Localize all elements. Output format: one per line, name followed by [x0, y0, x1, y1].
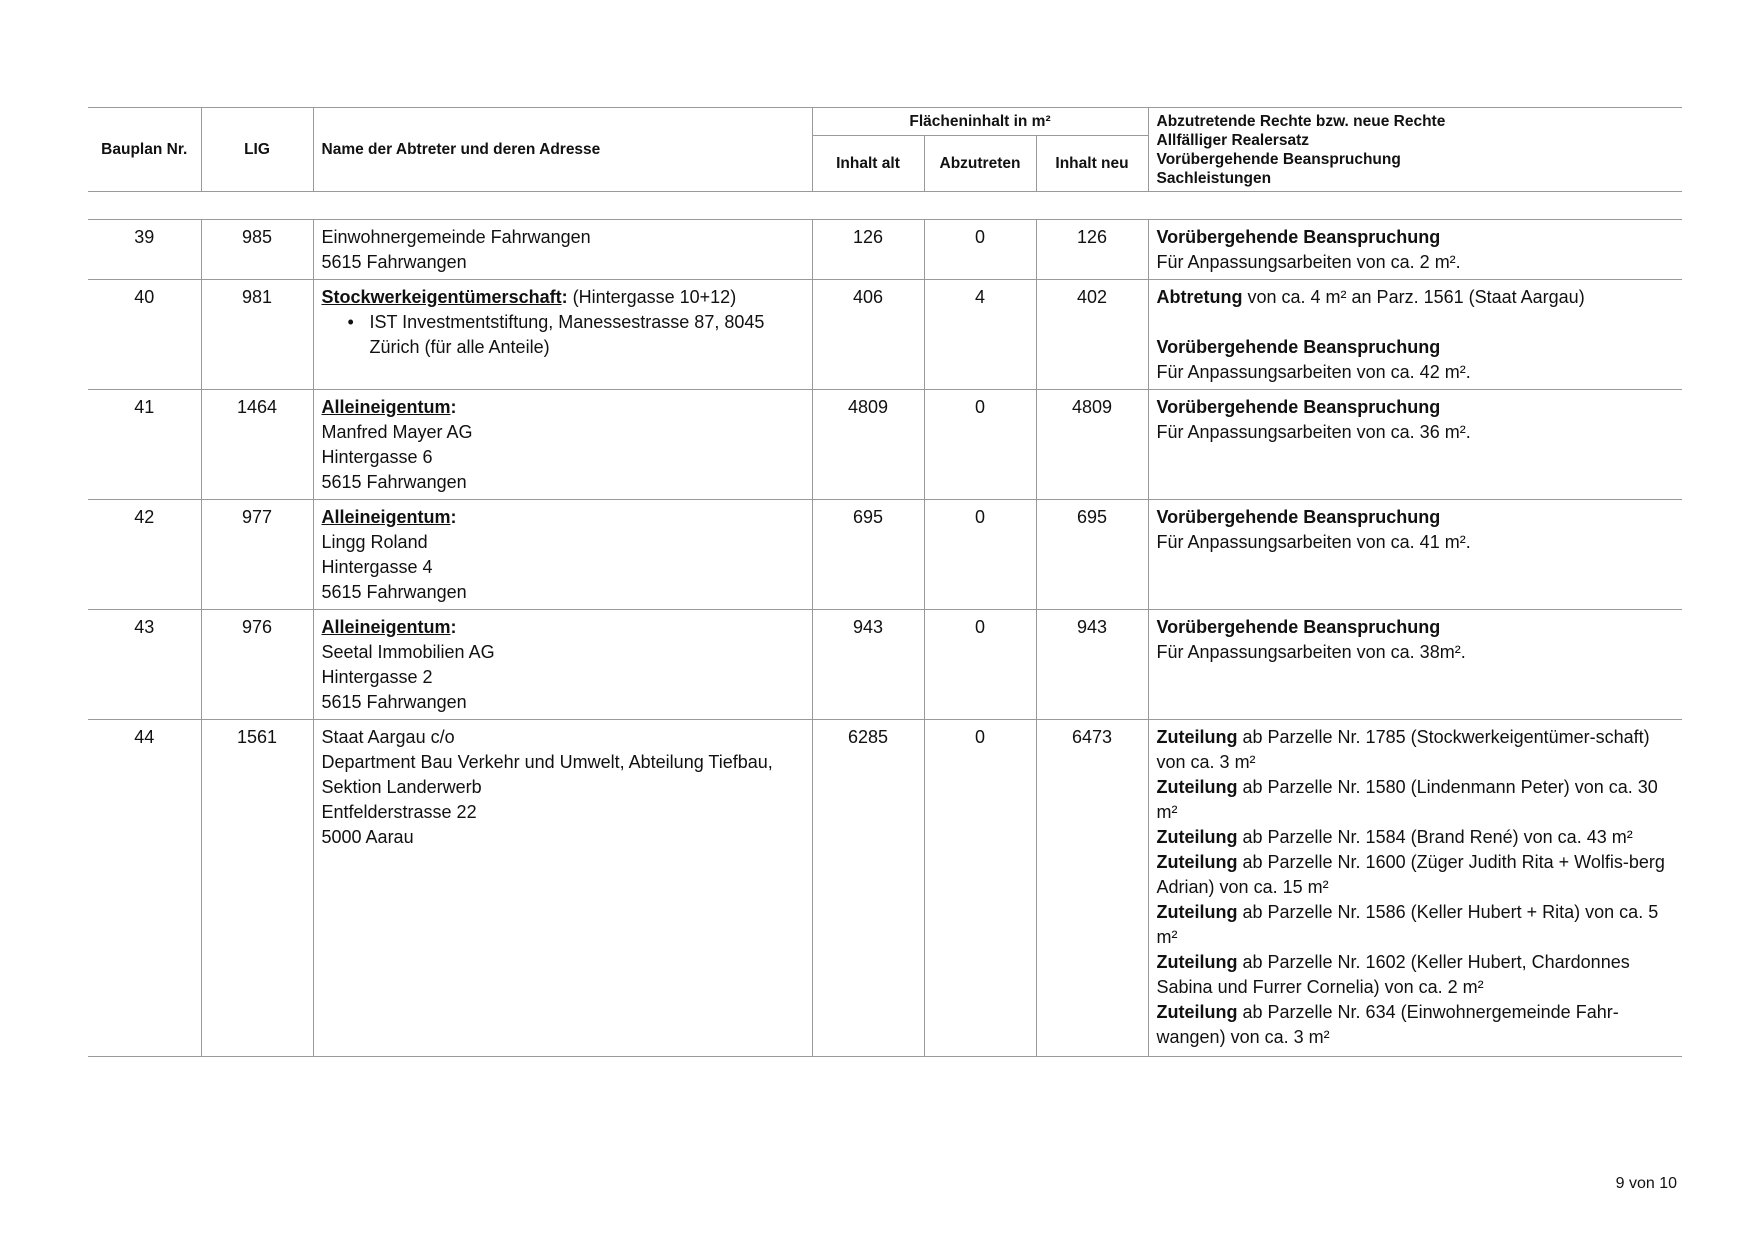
cell-name — [313, 610, 812, 720]
allocation-title: Zuteilung — [1156, 902, 1238, 922]
cell-bauplan: 44 — [88, 720, 201, 1057]
cell-abzutreten: 0 — [924, 220, 1036, 280]
cell-inhalt-neu: 4809 — [1036, 390, 1148, 500]
cell-lig: 981 — [201, 280, 313, 390]
owner-colon: : — [450, 397, 457, 417]
cell-bauplan: 42 — [88, 500, 201, 610]
allocation-title: Zuteilung — [1156, 952, 1238, 972]
name-line: Einwohnergemeinde Fahrwangen — [321, 227, 591, 247]
header-abzutreten: Abzutreten — [924, 136, 1036, 192]
cell-rights — [1148, 220, 1682, 280]
owner-line — [322, 395, 804, 420]
name-line: 5615 Fahrwangen — [321, 582, 467, 602]
allocation-entry — [1157, 900, 1675, 950]
allocation-entry — [1157, 725, 1675, 775]
name-line: Sektion Landerwerb — [321, 777, 482, 797]
allocation-text: ab Parzelle Nr. 1586 (Keller Hubert + Rita) von ca. 5 m² — [1156, 902, 1659, 947]
cell-rights — [1148, 720, 1682, 1057]
cell-rights — [1148, 610, 1682, 720]
name-line: Hintergasse 6 — [321, 447, 433, 467]
allocation-entry — [1157, 950, 1675, 1000]
cession-line — [1157, 285, 1675, 310]
cell-lig: 977 — [201, 500, 313, 610]
header-rights-line: Sachleistungen — [1156, 169, 1272, 187]
rights-title: Vorübergehende Beanspruchung — [1156, 507, 1441, 527]
rights-title: Vorübergehende Beanspruchung — [1156, 617, 1441, 637]
cell-inhalt-neu: 6473 — [1036, 720, 1148, 1057]
list-item: • IST Investmentstiftung, Manessestrasse 87, 8045 Zürich (für alle Anteile) — [348, 310, 804, 360]
header-rights — [1148, 108, 1682, 192]
allocation-title: Zuteilung — [1156, 852, 1238, 872]
cell-inhalt-neu: 695 — [1036, 500, 1148, 610]
cell-abzutreten: 0 — [924, 720, 1036, 1057]
rights-title: Vorübergehende Beanspruchung — [1156, 397, 1441, 417]
cession-text: von ca. 4 m² an Parz. 1561 (Staat Aargau) — [1242, 287, 1585, 307]
table-row — [88, 610, 1682, 720]
cell-name — [313, 390, 812, 500]
allocation-title: Zuteilung — [1156, 827, 1238, 847]
name-line: 5000 Aarau — [321, 827, 414, 847]
allocation-text: ab Parzelle Nr. 1580 (Lindenmann Peter) von ca. 30 m² — [1156, 777, 1658, 822]
cell-inhalt-alt: 4809 — [812, 390, 924, 500]
header-inhalt-alt: Inhalt alt — [812, 136, 924, 192]
cell-bauplan: 40 — [88, 280, 201, 390]
cell-rights — [1148, 390, 1682, 500]
cell-bauplan: 41 — [88, 390, 201, 500]
name-line: Lingg Roland — [321, 532, 428, 552]
owner-colon: : — [450, 617, 457, 637]
name-line: 5615 Fahrwangen — [321, 692, 467, 712]
cell-name — [313, 720, 812, 1057]
table-row — [88, 280, 1682, 390]
owner-suffix: (Hintergasse 10+12) — [567, 287, 737, 307]
cell-rights — [1148, 500, 1682, 610]
rights-text: Für Anpassungsarbeiten von ca. 42 m². — [1156, 362, 1471, 382]
cell-inhalt-neu: 126 — [1036, 220, 1148, 280]
allocation-title: Zuteilung — [1156, 777, 1238, 797]
table-row — [88, 220, 1682, 280]
table-header — [88, 108, 1682, 192]
cell-lig: 985 — [201, 220, 313, 280]
cell-abzutreten: 0 — [924, 610, 1036, 720]
cell-inhalt-alt: 406 — [812, 280, 924, 390]
owner-colon: : — [561, 287, 568, 307]
cell-lig: 1561 — [201, 720, 313, 1057]
owner-type: Stockwerkeigentümerschaft — [321, 287, 562, 307]
rights-text: Für Anpassungsarbeiten von ca. 2 m². — [1156, 252, 1461, 272]
header-bauplan: Bauplan Nr. — [88, 108, 201, 192]
owner-line — [322, 505, 804, 530]
header-name: Name der Abtreter und deren Adresse — [313, 108, 812, 192]
name-line: Department Bau Verkehr und Umwelt, Abteilung Tiefbau, — [321, 752, 773, 772]
allocation-text: ab Parzelle Nr. 1584 (Brand René) von ca. 43 m² — [1237, 827, 1633, 847]
header-lig: LIG — [201, 108, 313, 192]
cell-abzutreten: 0 — [924, 390, 1036, 500]
name-line: Entfelderstrasse 22 — [321, 802, 477, 822]
cell-inhalt-neu: 402 — [1036, 280, 1148, 390]
allocation-entry — [1157, 825, 1675, 850]
owner-colon: : — [450, 507, 457, 527]
allocation-text: ab Parzelle Nr. 1602 (Keller Hubert, Chardonnes Sabina und Furrer Cornelia) von ca. 2 m² — [1156, 952, 1630, 997]
allocation-entry — [1157, 775, 1675, 825]
cell-inhalt-neu: 943 — [1036, 610, 1148, 720]
allocation-title: Zuteilung — [1156, 1002, 1238, 1022]
header-inhalt-neu: Inhalt neu — [1036, 136, 1148, 192]
name-line: Staat Aargau c/o — [321, 727, 455, 747]
header-rights-line: Abzutretende Rechte bzw. neue Rechte — [1156, 112, 1446, 130]
cell-inhalt-alt: 6285 — [812, 720, 924, 1057]
cell-bauplan: 43 — [88, 610, 201, 720]
owner-type: Alleineigentum — [321, 617, 451, 637]
allocation-entry — [1157, 850, 1675, 900]
name-line: Manfred Mayer AG — [321, 422, 473, 442]
owner-line — [322, 285, 804, 310]
cell-abzutreten: 4 — [924, 280, 1036, 390]
allocation-title: Zuteilung — [1156, 727, 1238, 747]
header-area-group: Flächeninhalt in m² — [812, 108, 1148, 136]
owner-type: Alleineigentum — [321, 507, 451, 527]
cell-bauplan: 39 — [88, 220, 201, 280]
owner-line — [322, 615, 804, 640]
table-row — [88, 390, 1682, 500]
name-line: Hintergasse 4 — [321, 557, 433, 577]
expropriation-table — [88, 107, 1682, 1057]
header-rights-line: Allfälliger Realersatz — [1156, 131, 1309, 149]
name-line: Hintergasse 2 — [321, 667, 433, 687]
cell-rights — [1148, 280, 1682, 390]
cell-inhalt-alt: 943 — [812, 610, 924, 720]
cell-name — [313, 220, 812, 280]
table-row — [88, 500, 1682, 610]
header-rights-line: Vorübergehende Beanspruchung — [1156, 150, 1401, 168]
cession-title: Abtretung — [1156, 287, 1243, 307]
rights-title: Vorübergehende Beanspruchung — [1156, 227, 1441, 247]
cell-lig: 976 — [201, 610, 313, 720]
owner-type: Alleineigentum — [321, 397, 451, 417]
rights-text: Für Anpassungsarbeiten von ca. 38m². — [1156, 642, 1466, 662]
cell-inhalt-alt: 695 — [812, 500, 924, 610]
rights-title: Vorübergehende Beanspruchung — [1156, 337, 1441, 357]
allocation-entry — [1157, 1000, 1675, 1050]
rights-text: Für Anpassungsarbeiten von ca. 36 m². — [1156, 422, 1471, 442]
allocation-text: ab Parzelle Nr. 1600 (Züger Judith Rita + Wolfis-berg Adrian) von ca. 15 m² — [1156, 852, 1665, 897]
cell-abzutreten: 0 — [924, 500, 1036, 610]
cell-name — [313, 500, 812, 610]
allocation-text: ab Parzelle Nr. 634 (Einwohnergemeinde Fahr-wangen) von ca. 3 m² — [1156, 1002, 1619, 1047]
page-number: 9 von 10 — [1615, 1175, 1677, 1192]
cell-inhalt-alt: 126 — [812, 220, 924, 280]
name-line: 5615 Fahrwangen — [321, 252, 467, 272]
rights-text: Für Anpassungsarbeiten von ca. 41 m². — [1156, 532, 1471, 552]
cell-lig: 1464 — [201, 390, 313, 500]
allocation-text: ab Parzelle Nr. 1785 (Stockwerkeigentümer-schaft) von ca. 3 m² — [1156, 727, 1650, 772]
spacer — [1157, 310, 1675, 335]
cell-name — [313, 280, 812, 390]
name-line: 5615 Fahrwangen — [321, 472, 467, 492]
header-gap — [88, 192, 1682, 220]
owner-list — [322, 310, 804, 360]
name-line: Seetal Immobilien AG — [321, 642, 495, 662]
table-row — [88, 720, 1682, 1057]
